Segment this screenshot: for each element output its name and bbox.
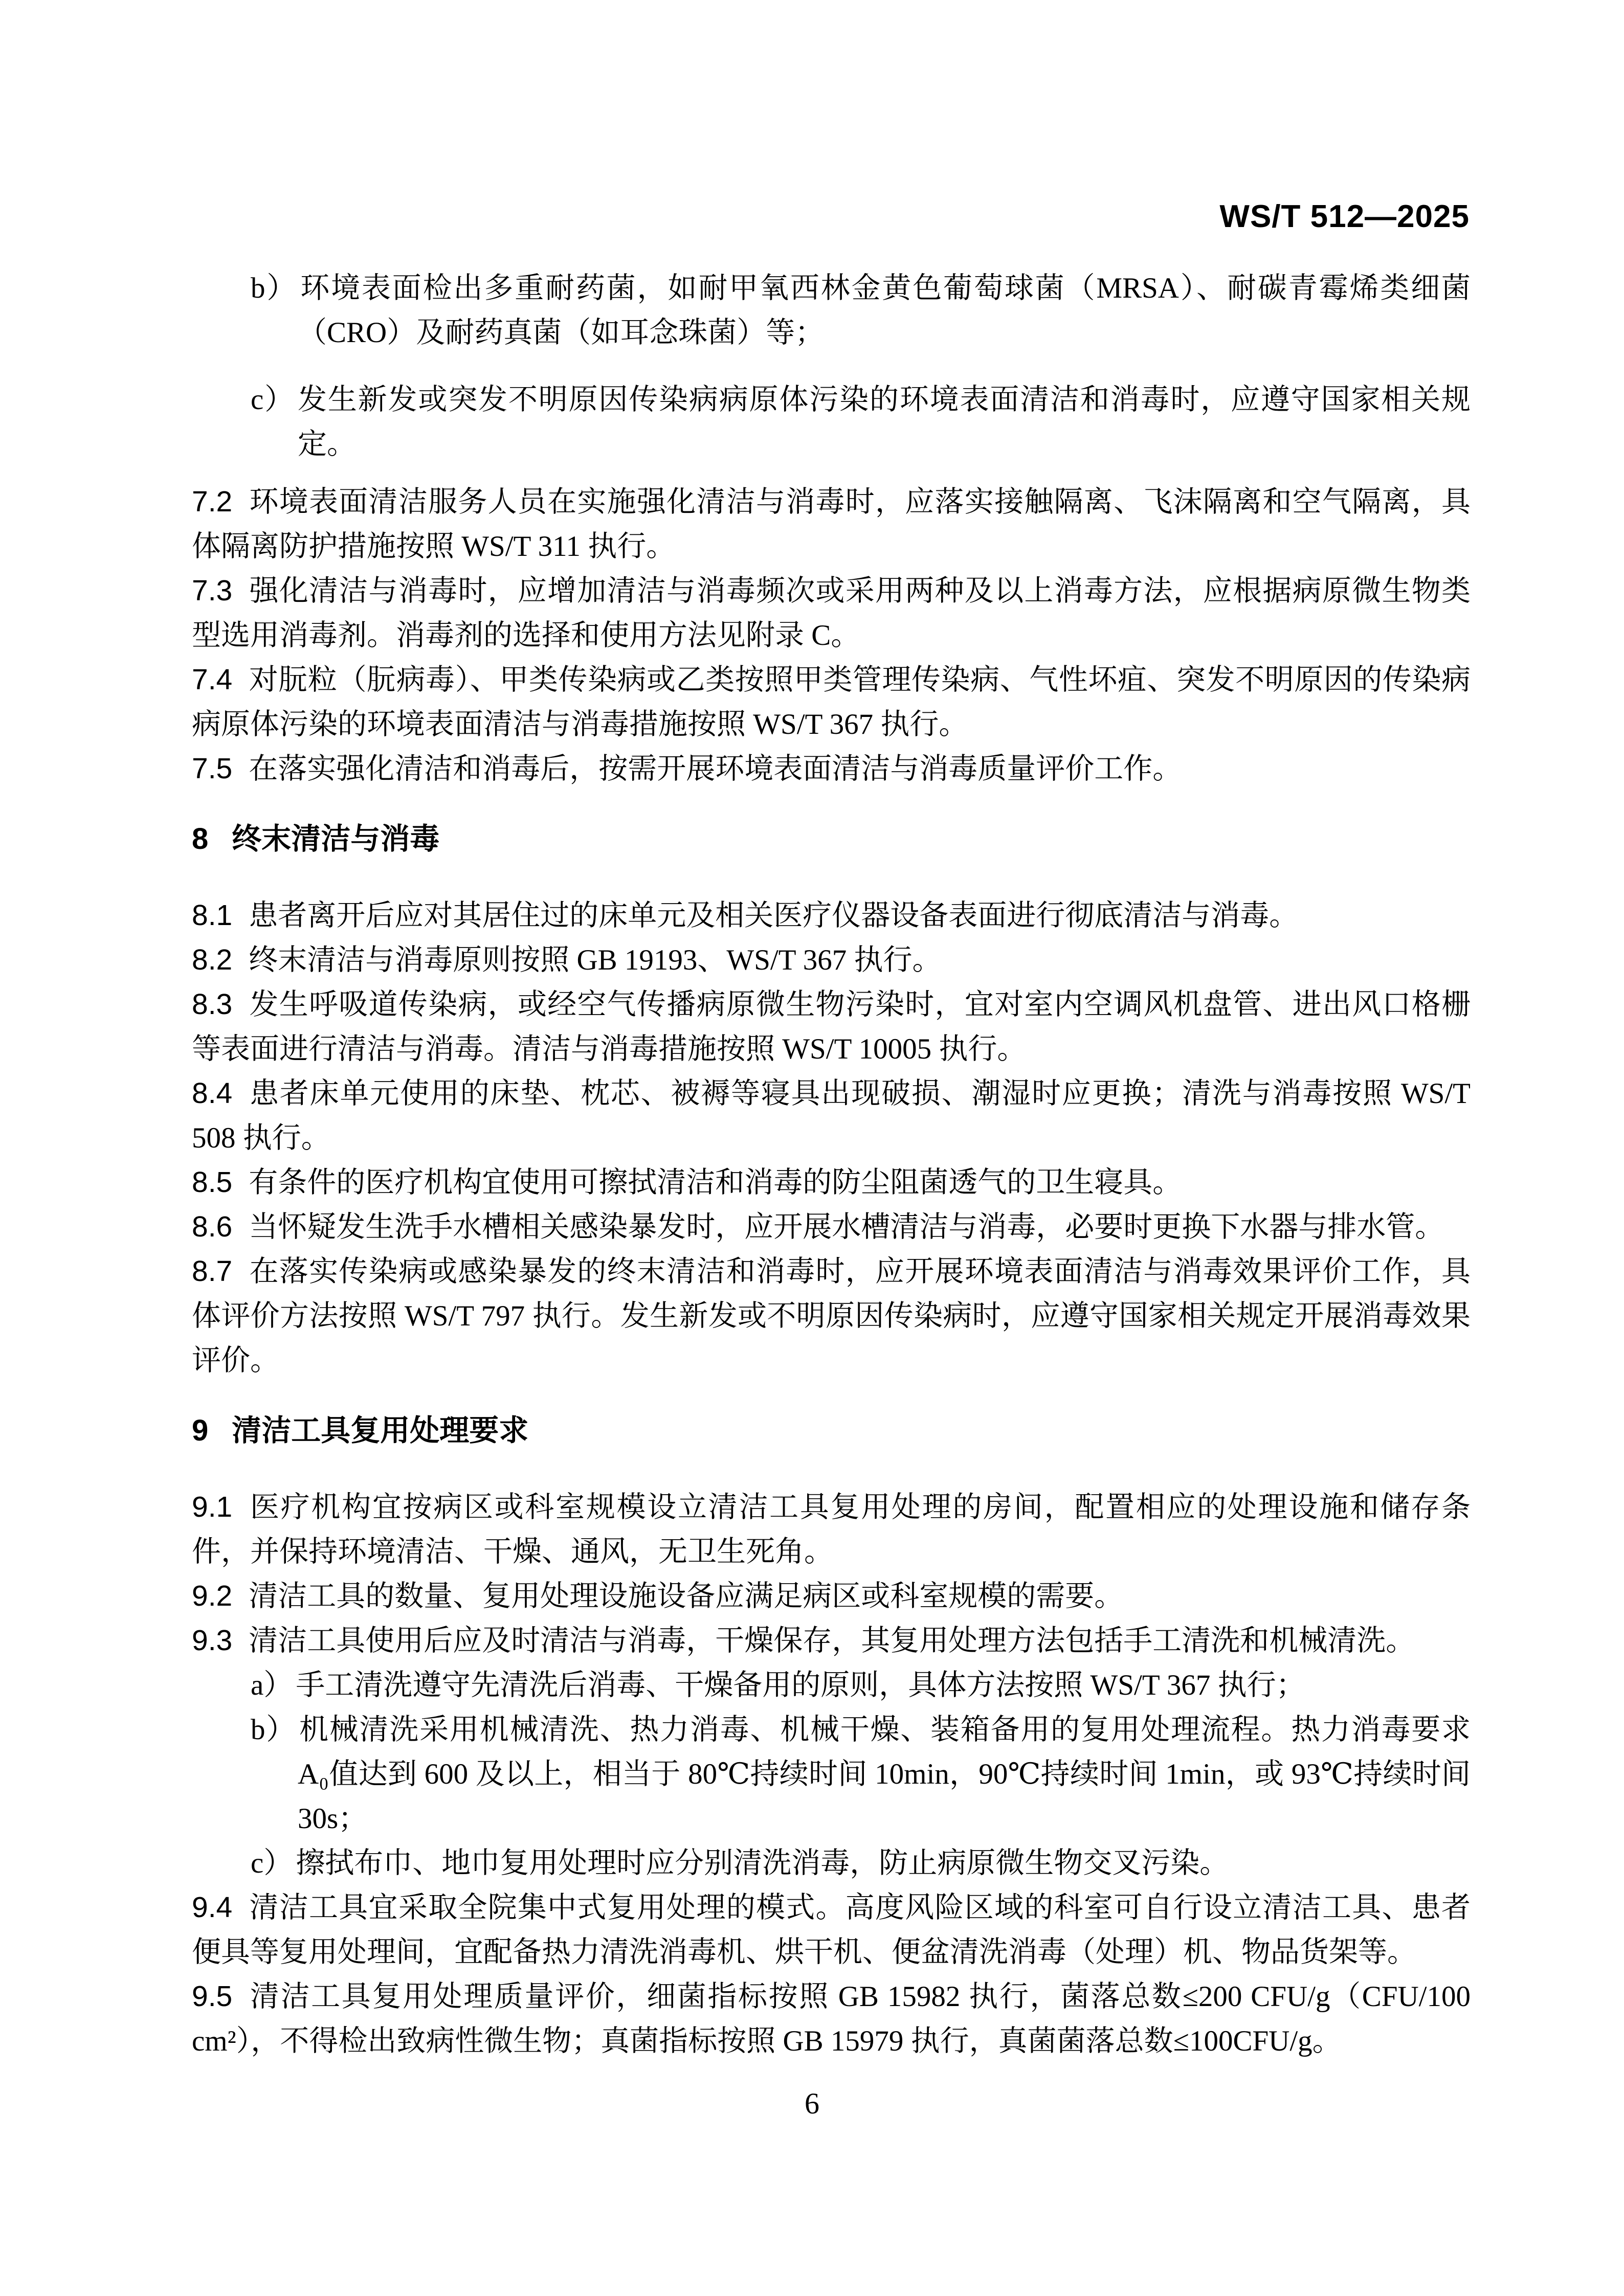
clause-9-4 xyxy=(192,1885,1471,1974)
list-marker: b） xyxy=(251,272,298,304)
clause-9-3 xyxy=(192,1618,1471,1663)
clause-7-3 xyxy=(192,569,1471,658)
list-item-text: 发生新发或突发不明原因传染病病原体污染的环境表面清洁和消毒时，应遵守国家相关规定。 xyxy=(297,384,1471,460)
clause-8-4 xyxy=(192,1071,1471,1160)
standard-code-header: WS/T 512—2025 xyxy=(1219,199,1470,234)
clause-8-5 xyxy=(192,1160,1471,1205)
clause-number: 9.1 xyxy=(192,1491,233,1523)
clause-text: 当怀疑发生洗手水槽相关感染暴发时，应开展水槽清洁与消毒，必要时更换下水器与排水管。 xyxy=(249,1211,1444,1243)
clause-number: 8.7 xyxy=(192,1255,233,1288)
clause-7-2 xyxy=(192,480,1471,569)
clause-8-2 xyxy=(192,938,1471,982)
clause-8-6 xyxy=(192,1205,1471,1249)
clause-number: 9.2 xyxy=(192,1580,233,1612)
clause-number: 8.1 xyxy=(192,899,233,932)
clause-text: 清洁工具宜采取全院集中式复用处理的模式。高度风险区域的科室可自行设立清洁工具、患者便具等复用处理间，宜配备热力清洗消毒机、烘干机、便盆清洗消毒（处理）机、物品货架等。 xyxy=(192,1892,1471,1968)
list-marker: a） xyxy=(251,1669,293,1701)
clause-number: 9.5 xyxy=(192,1980,233,2013)
page-number: 6 xyxy=(805,2087,819,2120)
clause-9-1 xyxy=(192,1485,1471,1574)
clause-text: 患者床单元使用的床垫、枕芯、被褥等寝具出现破损、潮湿时应更换；清洗与消毒按照 WS/T 508 执行。 xyxy=(192,1077,1471,1154)
clause-text: 强化清洁与消毒时，应增加清洁与消毒频次或采用两种及以上消毒方法，应根据病原微生物类型选用消毒剂。消毒剂的选择和使用方法见附录 C。 xyxy=(192,575,1471,651)
list-item-b2 xyxy=(192,1707,1471,1841)
clause-text: 清洁工具使用后应及时清洁与消毒，干燥保存，其复用处理方法包括手工清洗和机械清洗。 xyxy=(249,1625,1415,1657)
list-item-text: 擦拭布巾、地巾复用处理时应分别清洗消毒，防止病原微生物交叉污染。 xyxy=(296,1847,1229,1879)
list-item-text: 手工清洗遵守先清洗后消毒、干燥备用的原则，具体方法按照 WS/T 367 执行； xyxy=(296,1669,1305,1701)
clause-number: 8.3 xyxy=(192,988,233,1021)
clause-8-1 xyxy=(192,893,1471,938)
clause-text: 在落实强化清洁和消毒后，按需开展环境表面清洁与消毒质量评价工作。 xyxy=(249,753,1182,785)
list-item-text: 机械清洗采用机械清洗、热力消毒、机械干燥、装箱备用的复用处理流程。热力消毒要求 A₀值达到 600 及以上，相当于 80℃持续时间 10min，90℃持续时间 1min，或 93℃持续时间 30s； xyxy=(298,1714,1471,1835)
section-heading-8 xyxy=(192,817,1471,862)
clause-text: 清洁工具的数量、复用处理设施设备应满足病区或科室规模的需要。 xyxy=(249,1580,1124,1612)
clause-9-5 xyxy=(192,1974,1471,2063)
list-marker: b） xyxy=(251,1714,297,1746)
list-item-text: 环境表面检出多重耐药菌，如耐甲氧西林金黄色葡萄球菌（MRSA）、耐碳青霉烯类细菌（CRO）及耐药真菌（如耳念珠菌）等； xyxy=(298,272,1471,349)
clause-9-2 xyxy=(192,1574,1471,1618)
section-title: 清洁工具复用处理要求 xyxy=(232,1414,529,1447)
clause-7-4 xyxy=(192,658,1471,747)
clause-number: 8.5 xyxy=(192,1166,233,1199)
clause-text: 患者离开后应对其居住过的床单元及相关医疗仪器设备表面进行彻底清洁与消毒。 xyxy=(249,899,1299,932)
clause-text: 终末清洁与消毒原则按照 GB 19193、WS/T 367 执行。 xyxy=(249,944,942,976)
clause-text: 环境表面清洁服务人员在实施强化清洁与消毒时，应落实接触隔离、飞沫隔离和空气隔离，具体隔离防护措施按照 WS/T 311 执行。 xyxy=(192,486,1471,562)
list-marker: c） xyxy=(251,384,295,416)
clause-number: 9.4 xyxy=(192,1891,233,1924)
clause-8-7 xyxy=(192,1249,1471,1383)
list-item-a2 xyxy=(192,1663,1471,1707)
clause-text: 清洁工具复用处理质量评价，细菌指标按照 GB 15982 执行，菌落总数≤200 CFU/g（CFU/100 cm²），不得检出致病性微生物；真菌指标按照 GB 15979 执行，真菌菌落总数≤100CFU/g。 xyxy=(192,1980,1471,2057)
clause-number: 8.6 xyxy=(192,1210,233,1243)
clause-number: 7.3 xyxy=(192,574,233,607)
section-number: 8 xyxy=(192,822,209,856)
section-heading-9 xyxy=(192,1408,1471,1453)
clause-text: 医疗机构宜按病区或科室规模设立清洁工具复用处理的房间，配置相应的处理设施和储存条件，并保持环境清洁、干燥、通风，无卫生死角。 xyxy=(192,1491,1471,1568)
page-body xyxy=(192,266,1471,2063)
section-title: 终末清洁与消毒 xyxy=(232,822,440,856)
section-number: 9 xyxy=(192,1414,209,1447)
clause-number: 9.3 xyxy=(192,1624,233,1657)
list-item-b xyxy=(192,266,1471,355)
clause-number: 7.2 xyxy=(192,485,233,518)
clause-text: 对朊粒（朊病毒）、甲类传染病或乙类按照甲类管理传染病、气性坏疽、突发不明原因的传染病病原体污染的环境表面清洁与消毒措施按照 WS/T 367 执行。 xyxy=(192,664,1471,740)
clause-7-5 xyxy=(192,747,1471,791)
list-marker: c） xyxy=(251,1847,293,1879)
clause-number: 7.4 xyxy=(192,663,233,696)
clause-text: 发生呼吸道传染病，或经空气传播病原微生物污染时，宜对室内空调风机盘管、进出风口格栅等表面进行清洁与消毒。清洁与消毒措施按照 WS/T 10005 执行。 xyxy=(192,988,1471,1065)
clause-number: 7.5 xyxy=(192,752,233,785)
clause-8-3 xyxy=(192,982,1471,1071)
list-item-c2 xyxy=(192,1841,1471,1885)
clause-number: 8.2 xyxy=(192,943,233,976)
clause-text: 有条件的医疗机构宜使用可擦拭清洁和消毒的防尘阻菌透气的卫生寝具。 xyxy=(249,1166,1182,1199)
clause-number: 8.4 xyxy=(192,1077,233,1110)
clause-text: 在落实传染病或感染暴发的终末清洁和消毒时，应开展环境表面清洁与消毒效果评价工作，具体评价方法按照 WS/T 797 执行。发生新发或不明原因传染病时，应遵守国家相关规定开展消毒效果评价。 xyxy=(192,1255,1471,1377)
list-item-c xyxy=(192,377,1471,466)
